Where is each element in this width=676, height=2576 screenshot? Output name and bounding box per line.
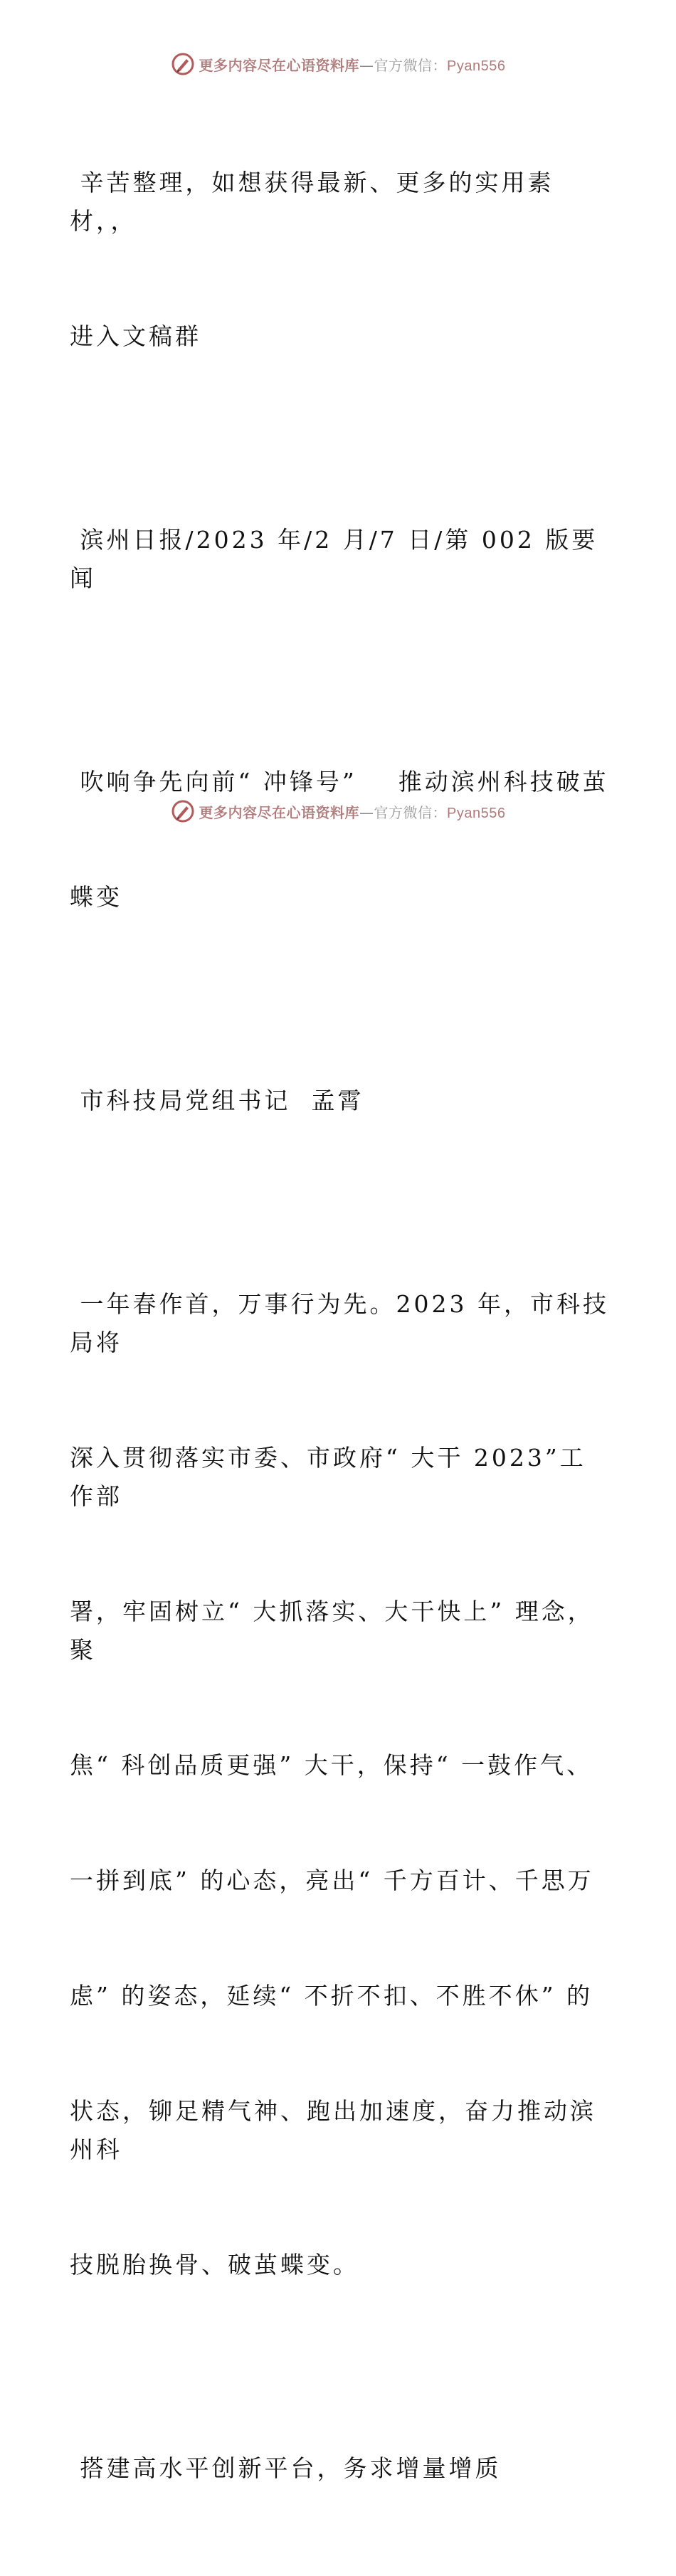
text-line: 蝶变 — [70, 883, 122, 911]
watermark-separator: — — [359, 56, 374, 74]
text-line: 市科技局党组书记 孟霄 — [70, 1087, 364, 1114]
watermark-text — [199, 54, 506, 75]
text-line: 技脱胎换骨、破茧蝶变。 — [70, 2251, 359, 2279]
intro-paragraph — [70, 87, 611, 433]
author-line — [70, 1005, 611, 1197]
watermark-text — [199, 801, 506, 822]
text-line: 状态，铆足精气神、跑出加速度，奋力推动滨州科 — [70, 2097, 596, 2163]
footer-watermark-banner — [0, 797, 676, 825]
text-line: 署，牢固树立“ 大抓落实、大干快上” 理念，聚 — [70, 1598, 594, 1664]
article-title — [70, 686, 611, 993]
watermark-wechat-label: 官方微信： — [374, 803, 448, 821]
text-line: 一拼到底” 的心态，亮出“ 千方百计、千思万 — [70, 1867, 594, 1894]
source-line — [70, 444, 611, 675]
text-line: 滨州日报/2023 年/2 月/7 日/第 002 版要闻 — [70, 526, 598, 592]
watermark-wechat-id: Pyan556 — [447, 805, 506, 821]
pen-logo-icon — [171, 52, 195, 76]
document-body — [70, 87, 611, 2576]
body-paragraph — [70, 1208, 611, 2361]
watermark-separator: — — [359, 803, 374, 821]
watermark-site-text: 更多内容尽在心语资料库 — [199, 56, 360, 74]
text-line: 虑” 的姿态，延续“ 不折不扣、不胜不休” 的 — [70, 1982, 593, 2010]
text-line: 吹响争先向前“ 冲锋号” 推动滨州科技破茧 — [70, 768, 609, 796]
text-line: 一年春作首，万事行为先。2023 年，市科技局将 — [70, 1290, 609, 1356]
pen-logo-icon — [171, 799, 195, 823]
text-line: 焦“ 科创品质更强” 大干，保持“ 一鼓作气、 — [70, 1751, 593, 1779]
watermark-site-text: 更多内容尽在心语资料库 — [199, 803, 360, 821]
header-watermark-banner — [0, 50, 676, 78]
text-line: 辛苦整理，如想获得最新、更多的实用素材，， — [70, 169, 554, 235]
watermark-wechat-id: Pyan556 — [447, 58, 506, 74]
section-heading — [70, 2372, 611, 2565]
text-line: 深入贯彻落实市委、市政府“ 大干 2023”工作部 — [70, 1444, 586, 1510]
watermark-wechat-label: 官方微信： — [374, 56, 448, 74]
text-line: 进入文稿群 — [70, 322, 201, 350]
text-line: 搭建高水平创新平台，务求增量增质 — [70, 2454, 502, 2482]
watermark-group — [171, 799, 506, 823]
watermark-group — [171, 52, 506, 76]
